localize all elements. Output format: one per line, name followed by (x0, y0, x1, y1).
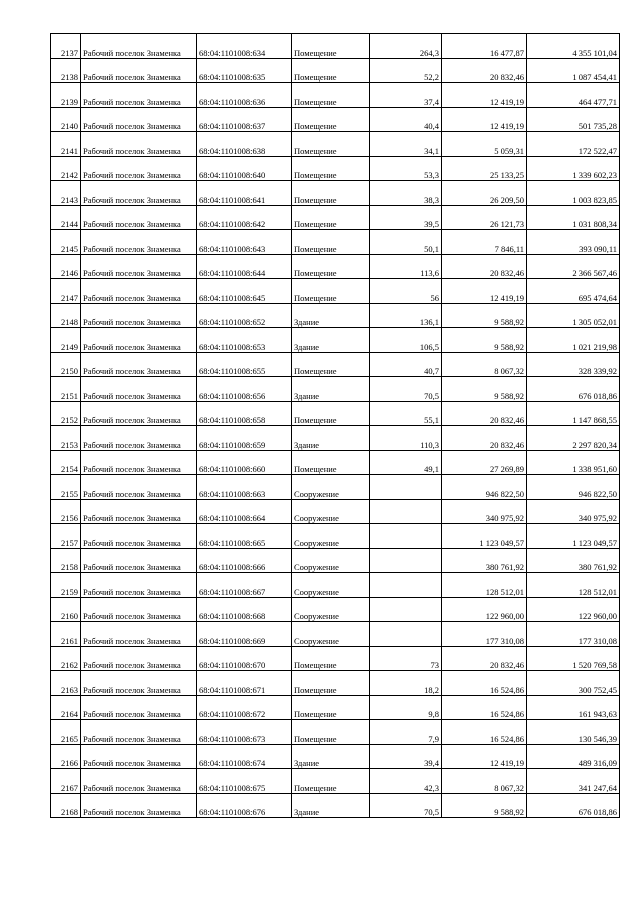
row-number-cell: 2147 (51, 279, 81, 304)
locality-cell: Рабочий поселок Знаменка (81, 58, 197, 83)
area-cell (370, 597, 442, 622)
specific-value-cell: 7 846,11 (442, 230, 527, 255)
cadastral-number-cell: 68:04:1101008:640 (197, 156, 292, 181)
area-cell: 53,3 (370, 156, 442, 181)
cadastral-number-cell: 68:04:1101008:642 (197, 205, 292, 230)
area-cell: 70,5 (370, 793, 442, 818)
cadastral-number-cell: 68:04:1101008:641 (197, 181, 292, 206)
specific-value-cell: 177 310,08 (442, 622, 527, 647)
locality-cell: Рабочий поселок Знаменка (81, 671, 197, 696)
specific-value-cell: 16 524,86 (442, 720, 527, 745)
specific-value-cell: 26 209,50 (442, 181, 527, 206)
cadastral-number-cell: 68:04:1101008:660 (197, 450, 292, 475)
locality-cell: Рабочий поселок Знаменка (81, 744, 197, 769)
object-type-cell: Здание (292, 377, 370, 402)
object-type-cell: Помещение (292, 352, 370, 377)
locality-cell: Рабочий поселок Знаменка (81, 450, 197, 475)
area-cell: 73 (370, 646, 442, 671)
table-row (51, 426, 620, 451)
specific-value-cell: 9 588,92 (442, 303, 527, 328)
table-row (51, 303, 620, 328)
area-cell: 264,3 (370, 34, 442, 59)
cadastral-value-cell: 2 366 567,46 (527, 254, 620, 279)
row-number-cell: 2155 (51, 475, 81, 500)
cadastral-number-cell: 68:04:1101008:638 (197, 132, 292, 157)
cadastral-value-cell: 128 512,01 (527, 573, 620, 598)
area-cell: 40,7 (370, 352, 442, 377)
table-row (51, 499, 620, 524)
locality-cell: Рабочий поселок Знаменка (81, 524, 197, 549)
cadastral-number-cell: 68:04:1101008:667 (197, 573, 292, 598)
object-type-cell: Здание (292, 426, 370, 451)
row-number-cell: 2159 (51, 573, 81, 598)
cadastral-number-cell: 68:04:1101008:673 (197, 720, 292, 745)
locality-cell: Рабочий поселок Знаменка (81, 156, 197, 181)
cadastral-value-cell: 341 247,64 (527, 769, 620, 794)
cadastral-value-cell: 1 147 868,55 (527, 401, 620, 426)
specific-value-cell: 16 524,86 (442, 671, 527, 696)
table-body (51, 34, 620, 818)
table-row (51, 279, 620, 304)
area-cell: 49,1 (370, 450, 442, 475)
area-cell: 55,1 (370, 401, 442, 426)
area-cell: 39,5 (370, 205, 442, 230)
row-number-cell: 2149 (51, 328, 81, 353)
specific-value-cell: 16 524,86 (442, 695, 527, 720)
specific-value-cell: 20 832,46 (442, 58, 527, 83)
specific-value-cell: 8 067,32 (442, 352, 527, 377)
locality-cell: Рабочий поселок Знаменка (81, 328, 197, 353)
specific-value-cell: 122 960,00 (442, 597, 527, 622)
table-row (51, 524, 620, 549)
specific-value-cell: 128 512,01 (442, 573, 527, 598)
cadastral-value-cell: 676 018,86 (527, 793, 620, 818)
cadastral-value-cell: 300 752,45 (527, 671, 620, 696)
locality-cell: Рабочий поселок Знаменка (81, 401, 197, 426)
cadastral-value-cell: 380 761,92 (527, 548, 620, 573)
cadastral-number-cell: 68:04:1101008:672 (197, 695, 292, 720)
table-row (51, 254, 620, 279)
cadastral-number-cell: 68:04:1101008:666 (197, 548, 292, 573)
specific-value-cell: 12 419,19 (442, 279, 527, 304)
area-cell: 52,2 (370, 58, 442, 83)
cadastral-number-cell: 68:04:1101008:675 (197, 769, 292, 794)
object-type-cell: Помещение (292, 230, 370, 255)
table-row (51, 475, 620, 500)
locality-cell: Рабочий поселок Знаменка (81, 793, 197, 818)
specific-value-cell: 20 832,46 (442, 254, 527, 279)
specific-value-cell: 9 588,92 (442, 328, 527, 353)
area-cell: 136,1 (370, 303, 442, 328)
object-type-cell: Сооружение (292, 548, 370, 573)
cadastral-value-cell: 1 305 052,01 (527, 303, 620, 328)
cadastral-number-cell: 68:04:1101008:655 (197, 352, 292, 377)
row-number-cell: 2137 (51, 34, 81, 59)
cadastral-value-cell: 177 310,08 (527, 622, 620, 647)
object-type-cell: Помещение (292, 695, 370, 720)
locality-cell: Рабочий поселок Знаменка (81, 622, 197, 647)
cadastral-value-cell: 2 297 820,34 (527, 426, 620, 451)
row-number-cell: 2163 (51, 671, 81, 696)
area-cell (370, 573, 442, 598)
object-type-cell: Помещение (292, 34, 370, 59)
row-number-cell: 2151 (51, 377, 81, 402)
cadastral-value-cell: 1 520 769,58 (527, 646, 620, 671)
table-row (51, 107, 620, 132)
object-type-cell: Помещение (292, 132, 370, 157)
object-type-cell: Здание (292, 303, 370, 328)
row-number-cell: 2162 (51, 646, 81, 671)
cadastral-number-cell: 68:04:1101008:674 (197, 744, 292, 769)
area-cell (370, 548, 442, 573)
specific-value-cell: 340 975,92 (442, 499, 527, 524)
cadastral-value-cell: 1 123 049,57 (527, 524, 620, 549)
locality-cell: Рабочий поселок Знаменка (81, 426, 197, 451)
object-type-cell: Помещение (292, 646, 370, 671)
cadastral-value-cell: 340 975,92 (527, 499, 620, 524)
table-row (51, 671, 620, 696)
cadastral-value-table (50, 33, 620, 818)
cadastral-value-cell: 172 522,47 (527, 132, 620, 157)
cadastral-number-cell: 68:04:1101008:676 (197, 793, 292, 818)
object-type-cell: Сооружение (292, 622, 370, 647)
area-cell: 34,1 (370, 132, 442, 157)
area-cell (370, 622, 442, 647)
locality-cell: Рабочий поселок Знаменка (81, 230, 197, 255)
cadastral-value-cell: 1 031 808,34 (527, 205, 620, 230)
cadastral-number-cell: 68:04:1101008:671 (197, 671, 292, 696)
row-number-cell: 2168 (51, 793, 81, 818)
cadastral-number-cell: 68:04:1101008:645 (197, 279, 292, 304)
table-row (51, 352, 620, 377)
locality-cell: Рабочий поселок Знаменка (81, 646, 197, 671)
area-cell: 40,4 (370, 107, 442, 132)
table-row (51, 573, 620, 598)
area-cell: 110,3 (370, 426, 442, 451)
table-row (51, 646, 620, 671)
object-type-cell: Помещение (292, 156, 370, 181)
specific-value-cell: 20 832,46 (442, 646, 527, 671)
cadastral-value-cell: 122 960,00 (527, 597, 620, 622)
object-type-cell: Здание (292, 744, 370, 769)
row-number-cell: 2140 (51, 107, 81, 132)
row-number-cell: 2167 (51, 769, 81, 794)
area-cell: 113,6 (370, 254, 442, 279)
locality-cell: Рабочий поселок Знаменка (81, 475, 197, 500)
table-row (51, 695, 620, 720)
table-row (51, 58, 620, 83)
cadastral-value-cell: 1 021 219,98 (527, 328, 620, 353)
specific-value-cell: 1 123 049,57 (442, 524, 527, 549)
row-number-cell: 2138 (51, 58, 81, 83)
cadastral-number-cell: 68:04:1101008:669 (197, 622, 292, 647)
locality-cell: Рабочий поселок Знаменка (81, 181, 197, 206)
cadastral-number-cell: 68:04:1101008:636 (197, 83, 292, 108)
row-number-cell: 2142 (51, 156, 81, 181)
locality-cell: Рабочий поселок Знаменка (81, 720, 197, 745)
area-cell (370, 499, 442, 524)
row-number-cell: 2145 (51, 230, 81, 255)
row-number-cell: 2154 (51, 450, 81, 475)
cadastral-value-cell: 676 018,86 (527, 377, 620, 402)
object-type-cell: Помещение (292, 58, 370, 83)
cadastral-number-cell: 68:04:1101008:635 (197, 58, 292, 83)
row-number-cell: 2158 (51, 548, 81, 573)
object-type-cell: Помещение (292, 671, 370, 696)
object-type-cell: Помещение (292, 83, 370, 108)
area-cell: 39,4 (370, 744, 442, 769)
table-row (51, 744, 620, 769)
cadastral-number-cell: 68:04:1101008:665 (197, 524, 292, 549)
cadastral-number-cell: 68:04:1101008:637 (197, 107, 292, 132)
specific-value-cell: 16 477,87 (442, 34, 527, 59)
cadastral-value-cell: 161 943,63 (527, 695, 620, 720)
specific-value-cell: 12 419,19 (442, 107, 527, 132)
object-type-cell: Сооружение (292, 597, 370, 622)
table-row (51, 622, 620, 647)
specific-value-cell: 12 419,19 (442, 83, 527, 108)
locality-cell: Рабочий поселок Знаменка (81, 34, 197, 59)
cadastral-value-cell: 1 087 454,41 (527, 58, 620, 83)
row-number-cell: 2139 (51, 83, 81, 108)
specific-value-cell: 946 822,50 (442, 475, 527, 500)
cadastral-value-cell: 489 316,09 (527, 744, 620, 769)
cadastral-number-cell: 68:04:1101008:663 (197, 475, 292, 500)
cadastral-number-cell: 68:04:1101008:659 (197, 426, 292, 451)
cadastral-number-cell: 68:04:1101008:656 (197, 377, 292, 402)
cadastral-number-cell: 68:04:1101008:643 (197, 230, 292, 255)
specific-value-cell: 12 419,19 (442, 744, 527, 769)
table-row (51, 793, 620, 818)
object-type-cell: Сооружение (292, 524, 370, 549)
area-cell: 38,3 (370, 181, 442, 206)
row-number-cell: 2157 (51, 524, 81, 549)
area-cell: 42,3 (370, 769, 442, 794)
specific-value-cell: 5 059,31 (442, 132, 527, 157)
object-type-cell: Здание (292, 328, 370, 353)
table-row (51, 156, 620, 181)
cadastral-value-cell: 1 339 602,23 (527, 156, 620, 181)
locality-cell: Рабочий поселок Знаменка (81, 597, 197, 622)
row-number-cell: 2148 (51, 303, 81, 328)
area-cell: 37,4 (370, 83, 442, 108)
area-cell: 56 (370, 279, 442, 304)
row-number-cell: 2153 (51, 426, 81, 451)
table-row (51, 401, 620, 426)
locality-cell: Рабочий поселок Знаменка (81, 83, 197, 108)
row-number-cell: 2164 (51, 695, 81, 720)
object-type-cell: Помещение (292, 720, 370, 745)
row-number-cell: 2143 (51, 181, 81, 206)
locality-cell: Рабочий поселок Знаменка (81, 573, 197, 598)
row-number-cell: 2165 (51, 720, 81, 745)
table-row (51, 83, 620, 108)
object-type-cell: Помещение (292, 769, 370, 794)
table-row (51, 181, 620, 206)
table-row (51, 720, 620, 745)
locality-cell: Рабочий поселок Знаменка (81, 303, 197, 328)
row-number-cell: 2144 (51, 205, 81, 230)
cadastral-number-cell: 68:04:1101008:670 (197, 646, 292, 671)
object-type-cell: Сооружение (292, 475, 370, 500)
table-row (51, 205, 620, 230)
object-type-cell: Помещение (292, 181, 370, 206)
object-type-cell: Помещение (292, 254, 370, 279)
object-type-cell: Сооружение (292, 573, 370, 598)
table-row (51, 769, 620, 794)
area-cell: 9,8 (370, 695, 442, 720)
area-cell: 70,5 (370, 377, 442, 402)
locality-cell: Рабочий поселок Знаменка (81, 205, 197, 230)
locality-cell: Рабочий поселок Знаменка (81, 499, 197, 524)
table-row (51, 230, 620, 255)
object-type-cell: Помещение (292, 450, 370, 475)
cadastral-number-cell: 68:04:1101008:634 (197, 34, 292, 59)
locality-cell: Рабочий поселок Знаменка (81, 107, 197, 132)
cadastral-value-cell: 464 477,71 (527, 83, 620, 108)
table-row (51, 328, 620, 353)
locality-cell: Рабочий поселок Знаменка (81, 254, 197, 279)
object-type-cell: Здание (292, 793, 370, 818)
row-number-cell: 2161 (51, 622, 81, 647)
row-number-cell: 2146 (51, 254, 81, 279)
cadastral-value-cell: 946 822,50 (527, 475, 620, 500)
table-row (51, 377, 620, 402)
table-row (51, 34, 620, 59)
row-number-cell: 2141 (51, 132, 81, 157)
cadastral-value-cell: 4 355 101,04 (527, 34, 620, 59)
area-cell: 18,2 (370, 671, 442, 696)
table-row (51, 450, 620, 475)
area-cell: 7,9 (370, 720, 442, 745)
row-number-cell: 2166 (51, 744, 81, 769)
cadastral-value-cell: 695 474,64 (527, 279, 620, 304)
row-number-cell: 2150 (51, 352, 81, 377)
cadastral-value-cell: 130 546,39 (527, 720, 620, 745)
locality-cell: Рабочий поселок Знаменка (81, 695, 197, 720)
area-cell (370, 475, 442, 500)
table-row (51, 132, 620, 157)
object-type-cell: Помещение (292, 107, 370, 132)
specific-value-cell: 8 067,32 (442, 769, 527, 794)
area-cell: 50,1 (370, 230, 442, 255)
cadastral-value-cell: 328 339,92 (527, 352, 620, 377)
locality-cell: Рабочий поселок Знаменка (81, 548, 197, 573)
specific-value-cell: 27 269,89 (442, 450, 527, 475)
row-number-cell: 2152 (51, 401, 81, 426)
object-type-cell: Помещение (292, 205, 370, 230)
cadastral-value-cell: 393 090,11 (527, 230, 620, 255)
object-type-cell: Сооружение (292, 499, 370, 524)
cadastral-value-cell: 1 338 951,60 (527, 450, 620, 475)
specific-value-cell: 380 761,92 (442, 548, 527, 573)
cadastral-value-cell: 501 735,28 (527, 107, 620, 132)
cadastral-number-cell: 68:04:1101008:653 (197, 328, 292, 353)
row-number-cell: 2160 (51, 597, 81, 622)
area-cell: 106,5 (370, 328, 442, 353)
specific-value-cell: 9 588,92 (442, 377, 527, 402)
cadastral-number-cell: 68:04:1101008:658 (197, 401, 292, 426)
object-type-cell: Помещение (292, 401, 370, 426)
cadastral-number-cell: 68:04:1101008:644 (197, 254, 292, 279)
cadastral-number-cell: 68:04:1101008:668 (197, 597, 292, 622)
locality-cell: Рабочий поселок Знаменка (81, 132, 197, 157)
specific-value-cell: 9 588,92 (442, 793, 527, 818)
locality-cell: Рабочий поселок Знаменка (81, 769, 197, 794)
specific-value-cell: 26 121,73 (442, 205, 527, 230)
specific-value-cell: 25 133,25 (442, 156, 527, 181)
area-cell (370, 524, 442, 549)
table-row (51, 597, 620, 622)
locality-cell: Рабочий поселок Знаменка (81, 279, 197, 304)
locality-cell: Рабочий поселок Знаменка (81, 352, 197, 377)
cadastral-value-cell: 1 003 823,85 (527, 181, 620, 206)
object-type-cell: Помещение (292, 279, 370, 304)
table-row (51, 548, 620, 573)
cadastral-number-cell: 68:04:1101008:652 (197, 303, 292, 328)
specific-value-cell: 20 832,46 (442, 401, 527, 426)
cadastral-number-cell: 68:04:1101008:664 (197, 499, 292, 524)
locality-cell: Рабочий поселок Знаменка (81, 377, 197, 402)
specific-value-cell: 20 832,46 (442, 426, 527, 451)
row-number-cell: 2156 (51, 499, 81, 524)
